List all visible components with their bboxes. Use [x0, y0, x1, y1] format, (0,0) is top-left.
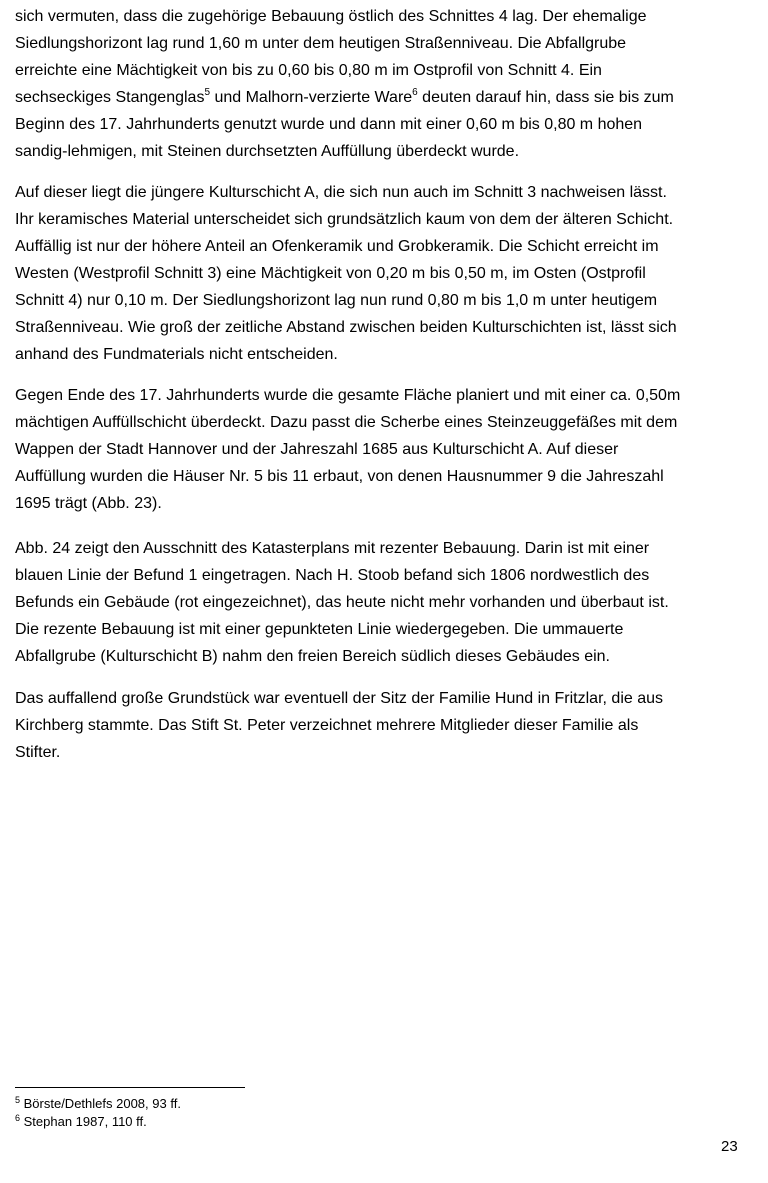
paragraph-line: Auf dieser liegt die jüngere Kulturschicht A, die sich nun auch im Schnitt 3 nachweisen lässt.	[15, 184, 667, 201]
footnote-text: Stephan 1987, 110 ff.	[20, 1114, 147, 1129]
paragraph-5	[15, 685, 663, 766]
page-number: 23	[721, 1138, 738, 1155]
paragraph-line: Ihr keramisches Material unterscheidet sich grundsätzlich kaum von dem der älteren Schicht.	[15, 211, 674, 228]
paragraph-4	[15, 535, 669, 670]
footnote-number: 5	[15, 1095, 21, 1105]
paragraph-line: anhand des Fundmaterials nicht entscheiden.	[15, 346, 338, 363]
footnote-text: Börste/Dethlefs 2008, 93 ff.	[20, 1096, 181, 1111]
paragraph-line: mächtigen Auffüllschicht überdeckt. Dazu passt die Scherbe eines Steinzeuggefäßes mit dem	[15, 414, 678, 431]
footnote-6	[15, 1113, 181, 1131]
paragraph-line: blauen Linie der Befund 1 eingetragen. Nach H. Stoob befand sich 1806 nordwestlich des	[15, 567, 650, 584]
paragraph-line: Abfallgrube (Kulturschicht B) nahm den freien Bereich südlich dieses Gebäudes ein.	[15, 648, 610, 665]
paragraph-2	[15, 179, 677, 368]
paragraph-line: Straßenniveau. Wie groß der zeitliche Abstand zwischen beiden Kulturschichten ist, lässt sich	[15, 319, 677, 336]
text-segment: deuten darauf hin, dass sie bis zum	[417, 89, 674, 106]
footnote-number: 6	[15, 1113, 21, 1123]
footnote-reference-6[interactable]: 6	[412, 87, 418, 98]
paragraph-line: Kirchberg stammte. Das Stift St. Peter verzeichnet mehrere Mitglieder dieser Familie als	[15, 717, 639, 734]
paragraph-line: sandig-lehmigen, mit Steinen durchsetzten Auffüllung überdeckt wurde.	[15, 143, 520, 160]
paragraph-line: sich vermuten, dass die zugehörige Bebauung östlich des Schnittes 4 lag. Der ehemalige	[15, 8, 647, 25]
footnote-reference-5[interactable]: 5	[204, 87, 211, 98]
paragraph-line: Wappen der Stadt Hannover und der Jahreszahl 1685 aus Kulturschicht A. Auf dieser	[15, 441, 619, 458]
paragraph-line: Befunds ein Gebäude (rot eingezeichnet), das heute nicht mehr vorhanden und überbaut ist.	[15, 594, 669, 611]
paragraph-3	[15, 382, 680, 517]
paragraph-line	[15, 84, 674, 111]
paragraph-line: Die rezente Bebauung ist mit einer gepunkteten Linie wiedergegeben. Die ummauerte	[15, 621, 624, 638]
paragraph-line: erreichte eine Mächtigkeit von bis zu 0,60 bis 0,80 m im Ostprofil von Schnitt 4. Ein	[15, 62, 602, 79]
paragraph-line: Stifter.	[15, 744, 61, 761]
paragraph-line: Abb. 24 zeigt den Ausschnitt des Katasterplans mit rezenter Bebauung. Darin ist mit einer	[15, 540, 650, 557]
footnote-separator	[15, 1087, 245, 1088]
paragraph-line: Schnitt 4) nur 0,10 m. Der Siedlungshorizont lag nun rund 0,80 m bis 1,0 m unter heutigem	[15, 292, 658, 309]
footnotes	[15, 1095, 181, 1131]
paragraph-line: 1695 trägt (Abb. 23).	[15, 495, 162, 512]
paragraph-line: Beginn des 17. Jahrhunderts genutzt wurde und dann mit einer 0,60 m bis 0,80 m hohen	[15, 116, 643, 133]
paragraph-line: Das auffallend große Grundstück war eventuell der Sitz der Familie Hund in Fritzlar, die aus	[15, 690, 664, 707]
footnote-5	[15, 1095, 181, 1113]
text-segment: sechseckiges Stangenglas	[15, 89, 205, 106]
paragraph-line: Siedlungshorizont lag rund 1,60 m unter dem heutigen Straßenniveau. Die Abfallgrube	[15, 35, 627, 52]
paragraph-line: Westen (Westprofil Schnitt 3) eine Mächtigkeit von 0,20 m bis 0,50 m, im Osten (Ostprofil	[15, 265, 646, 282]
paragraph-line: Gegen Ende des 17. Jahrhunderts wurde die gesamte Fläche planiert und mit einer ca. 0,50m	[15, 387, 681, 404]
paragraph-line: Auffällig ist nur der höhere Anteil an Ofenkeramik und Grobkeramik. Die Schicht erreicht im	[15, 238, 659, 255]
paragraph-line: Auffüllung wurden die Häuser Nr. 5 bis 11 erbaut, von denen Hausnummer 9 die Jahreszahl	[15, 468, 664, 485]
text-segment: und Malhorn-verzierte Ware	[210, 89, 413, 106]
paragraph-1	[15, 3, 674, 165]
